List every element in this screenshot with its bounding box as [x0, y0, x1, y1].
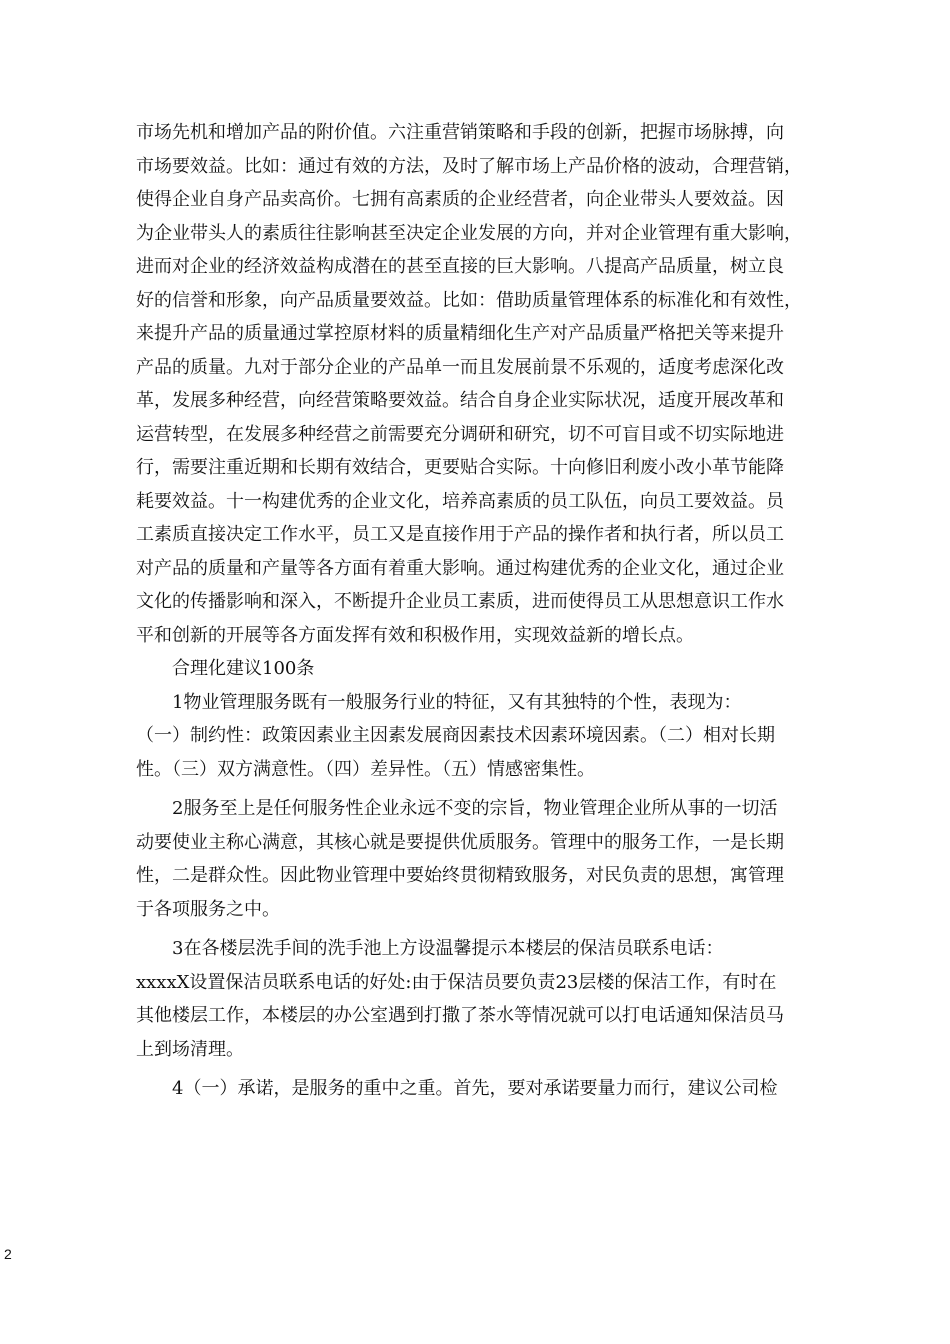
text-line: 动要使业主称心满意，其核心就是要提供优质服务。管理中的服务工作，一是长期 [136, 831, 784, 853]
text-line: 工素质直接决定工作水平，员工又是直接作用于产品的操作者和执行者，所以员工 [136, 524, 784, 545]
text-line: 产品的质量。九对于部分企业的产品单一而且发展前景不乐观的，适度考虑深化改 [136, 356, 784, 378]
text-line: 进而对企业的经济效益构成潜在的甚至直接的巨大影响。八提高产品质量，树立良 [136, 256, 784, 277]
text-line: 4（一）承诺，是服务的重中之重。首先，要对承诺要量力而行，建议公司检 [136, 1078, 778, 1099]
text-line: 平和创新的开展等各方面发挥有效和积极作用，实现效益新的增长点。 [136, 624, 694, 646]
text-line: 对产品的质量和产量等各方面有着重大影响。通过构建优秀的企业文化，通过企业 [136, 557, 784, 579]
text-line: 为企业带头人的素质往往影响甚至决定企业发展的方向，并对企业管理有重大影响， [136, 222, 802, 244]
text-line: 耗要效益。十一构建优秀的企业文化，培养高素质的员工队伍，向员工要效益。员 [136, 490, 784, 512]
text-line: 其他楼层工作，本楼层的办公室遇到打撒了茶水等情况就可以打电话通知保洁员马 [136, 1005, 784, 1026]
text-line: 革，发展多种经营，向经营策略要效益。结合自身企业实际状况，适度开展改革和 [136, 390, 784, 411]
text-line: 运营转型，在发展多种经营之前需要充分调研和研究，切不可盲目或不切实际地进 [136, 423, 784, 445]
text-line: 3在各楼层洗手间的洗手池上方设温馨提示本楼层的保洁员联系电话： [136, 938, 724, 959]
text-line: 上到场清理。 [136, 1038, 244, 1060]
text-line: 2服务至上是任何服务性企业永远不变的宗旨，物业管理企业所从事的一切活 [136, 798, 778, 819]
text-line: （一）制约性：政策因素业主因素发展商因素技术因素环境因素。（二）相对长期 [136, 725, 775, 746]
text-line: 市场先机和增加产品的附价值。六注重营销策略和手段的创新，把握市场脉搏，向 [136, 122, 784, 143]
text-line: 1物业管理服务既有一般服务行业的特征，又有其独特的个性，表现为： [136, 691, 742, 713]
text-line: 性，二是群众性。因此物业管理中要始终贯彻精致服务，对民负责的思想，寓管理 [136, 865, 784, 886]
text-line: 于各项服务之中。 [136, 898, 280, 920]
text-line: 好的信誉和形象，向产品质量要效益。比如：借助质量管理体系的标准化和有效性， [136, 289, 802, 311]
text-line: 行，需要注重近期和长期有效结合，更要贴合实际。十向修旧利废小改小革节能降 [136, 457, 784, 478]
text-line: 市场要效益。比如：通过有效的方法，及时了解市场上产品价格的波动，合理营销， [136, 155, 802, 177]
text-line: 文化的传播影响和深入，不断提升企业员工素质，进而使得员工从思想意识工作水 [136, 591, 784, 612]
text-line: 来提升产品的质量通过掌控原材料的质量精细化生产对产品质量严格把关等来提升 [136, 323, 784, 344]
section-heading: 合理化建议100条 [136, 658, 315, 679]
text-line: 性。（三）双方满意性。（四）差异性。（五）情感密集性。 [136, 758, 595, 780]
document-body [136, 116, 826, 1106]
text-line: xxxxX设置保洁员联系电话的好处:由于保洁员要负责23层楼的保洁工作，有时在 [136, 971, 777, 993]
text-line: 使得企业自身产品卖高价。七拥有高素质的企业经营者，向企业带头人要效益。因 [136, 189, 784, 210]
page-number: 2 [4, 1246, 12, 1262]
